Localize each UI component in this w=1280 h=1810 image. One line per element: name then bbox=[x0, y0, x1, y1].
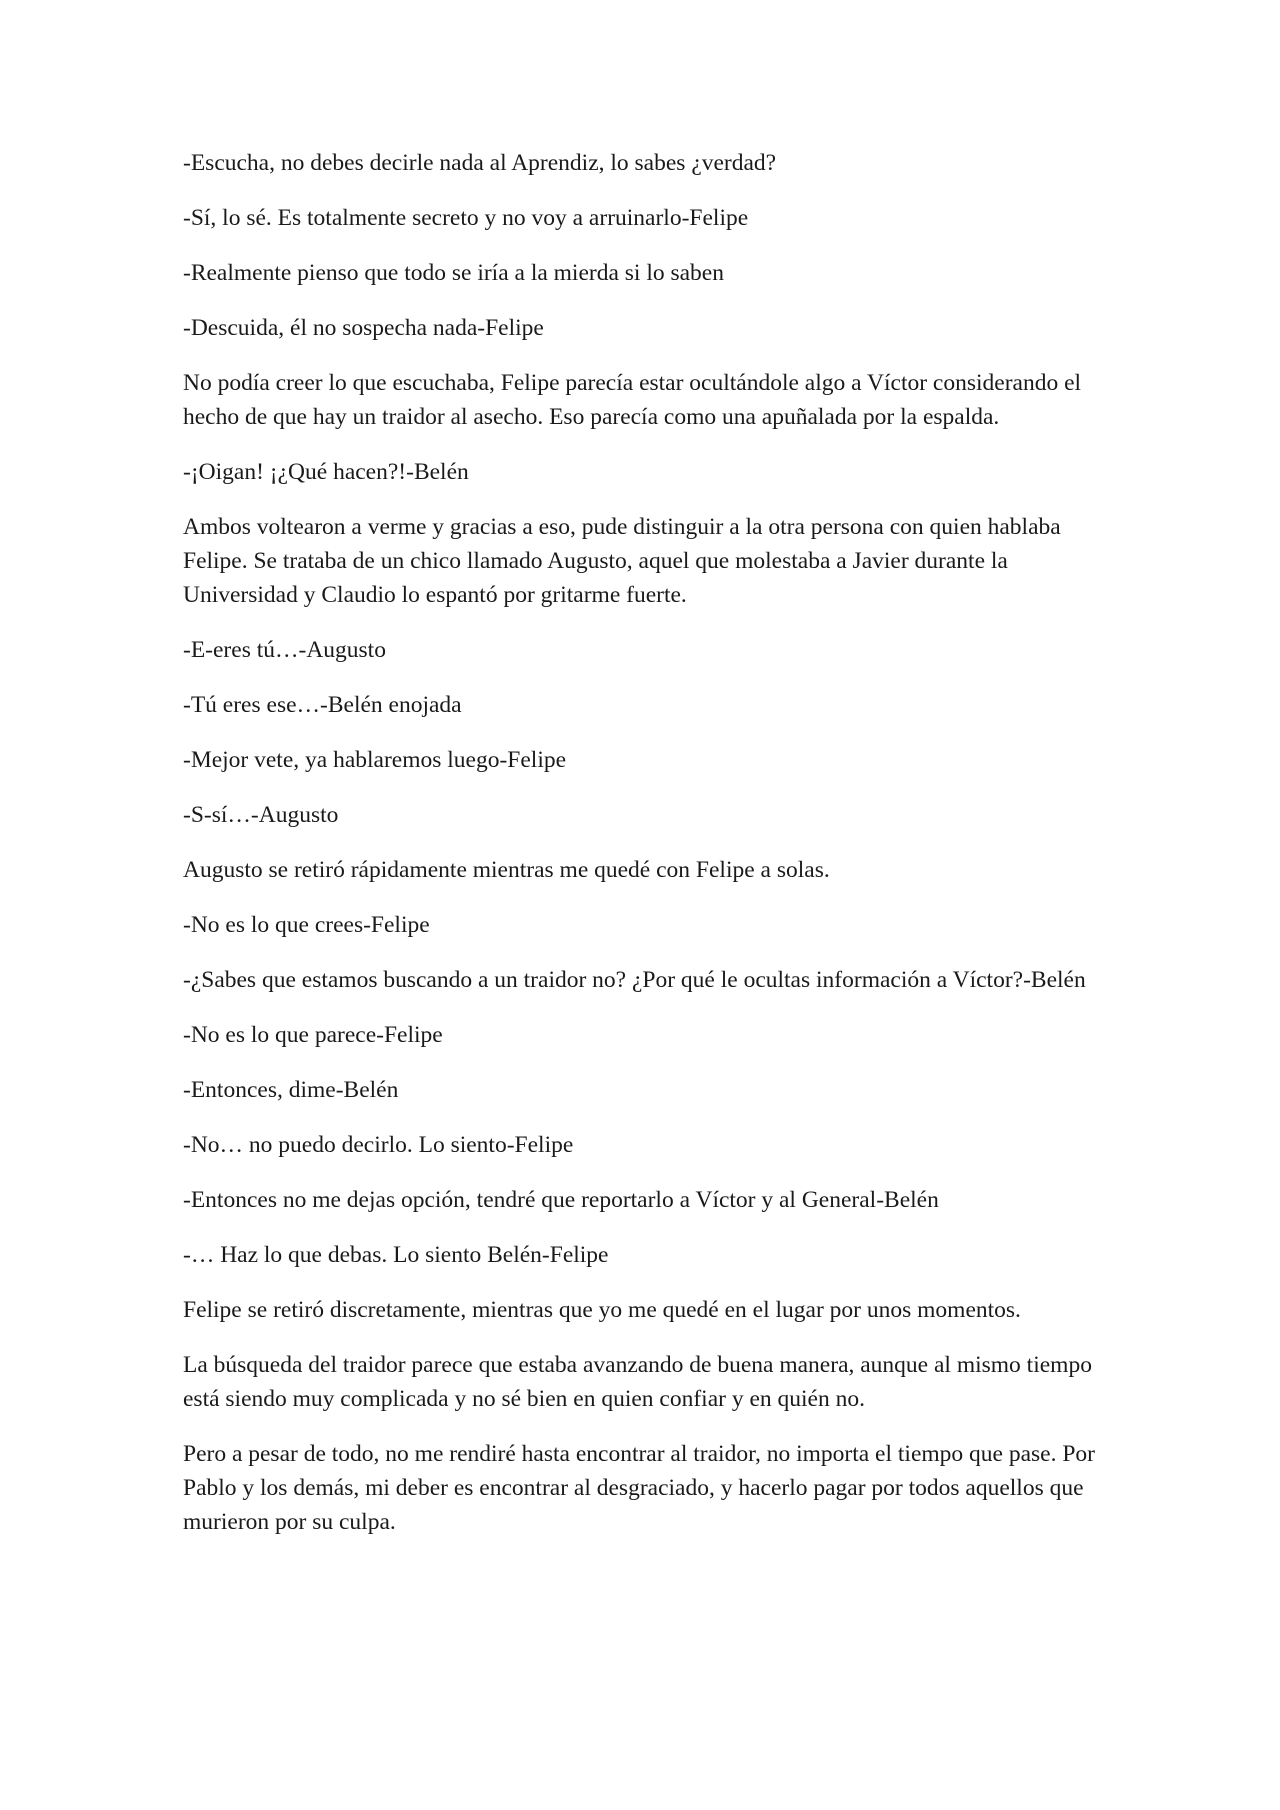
paragraph-dialogue: -No es lo que parece-Felipe bbox=[183, 1022, 443, 1048]
paragraph-narration: La búsqueda del traidor parece que estaba avanzando de buena manera, aunque al mismo tiempo está siendo muy complicada y no sé bien en quien confiar y en quién no. bbox=[183, 1352, 1092, 1412]
paragraph-dialogue: -E-eres tú…-Augusto bbox=[183, 637, 386, 663]
paragraph-dialogue: -Sí, lo sé. Es totalmente secreto y no voy a arruinarlo-Felipe bbox=[183, 205, 749, 231]
paragraph-narration: Ambos voltearon a verme y gracias a eso, pude distinguir a la otra persona con quien hablaba Felipe. Se trataba de un chico llamado Augusto, aquel que molestaba a Javier durante la Universidad y Claudio lo espantó por gritarme fuerte. bbox=[183, 514, 1061, 608]
paragraph-dialogue: -No… no puedo decirlo. Lo siento-Felipe bbox=[183, 1132, 574, 1158]
paragraph-dialogue: -Entonces no me dejas opción, tendré que reportarlo a Víctor y al General-Belén bbox=[183, 1187, 939, 1213]
paragraph-dialogue: -No es lo que crees-Felipe bbox=[183, 912, 430, 938]
paragraph-dialogue: -Realmente pienso que todo se iría a la mierda si lo saben bbox=[183, 260, 724, 286]
paragraph-narration: No podía creer lo que escuchaba, Felipe parecía estar ocultándole algo a Víctor considerando el hecho de que hay un traidor al asecho. Eso parecía como una apuñalada por la espalda. bbox=[183, 370, 1082, 430]
paragraph-dialogue: -Entonces, dime-Belén bbox=[183, 1077, 399, 1103]
paragraph-dialogue: -S-sí…-Augusto bbox=[183, 802, 339, 828]
paragraph-dialogue: -… Haz lo que debas. Lo siento Belén-Felipe bbox=[183, 1242, 609, 1268]
paragraph-dialogue: -Mejor vete, ya hablaremos luego-Felipe bbox=[183, 747, 567, 773]
text-body bbox=[183, 146, 1113, 1560]
paragraph-dialogue: -¡Oigan! ¡¿Qué hacen?!-Belén bbox=[183, 459, 469, 485]
paragraph-dialogue: -Tú eres ese…-Belén enojada bbox=[183, 692, 462, 718]
paragraph-narration: Augusto se retiró rápidamente mientras me quedé con Felipe a solas. bbox=[183, 857, 830, 883]
paragraph-narration: Pero a pesar de todo, no me rendiré hasta encontrar al traidor, no importa el tiempo que pase. Por Pablo y los demás, mi deber es encontrar al desgraciado, y hacerlo pagar por todos aquellos que murieron por su culpa. bbox=[183, 1441, 1095, 1535]
paragraph-dialogue: -Descuida, él no sospecha nada-Felipe bbox=[183, 315, 544, 341]
paragraph-dialogue: -¿Sabes que estamos buscando a un traidor no? ¿Por qué le ocultas información a Víctor?-Belén bbox=[183, 967, 1086, 993]
paragraph-dialogue: -Escucha, no debes decirle nada al Aprendiz, lo sabes ¿verdad? bbox=[183, 150, 777, 176]
paragraph-narration: Felipe se retiró discretamente, mientras que yo me quedé en el lugar por unos momentos. bbox=[183, 1297, 1021, 1323]
